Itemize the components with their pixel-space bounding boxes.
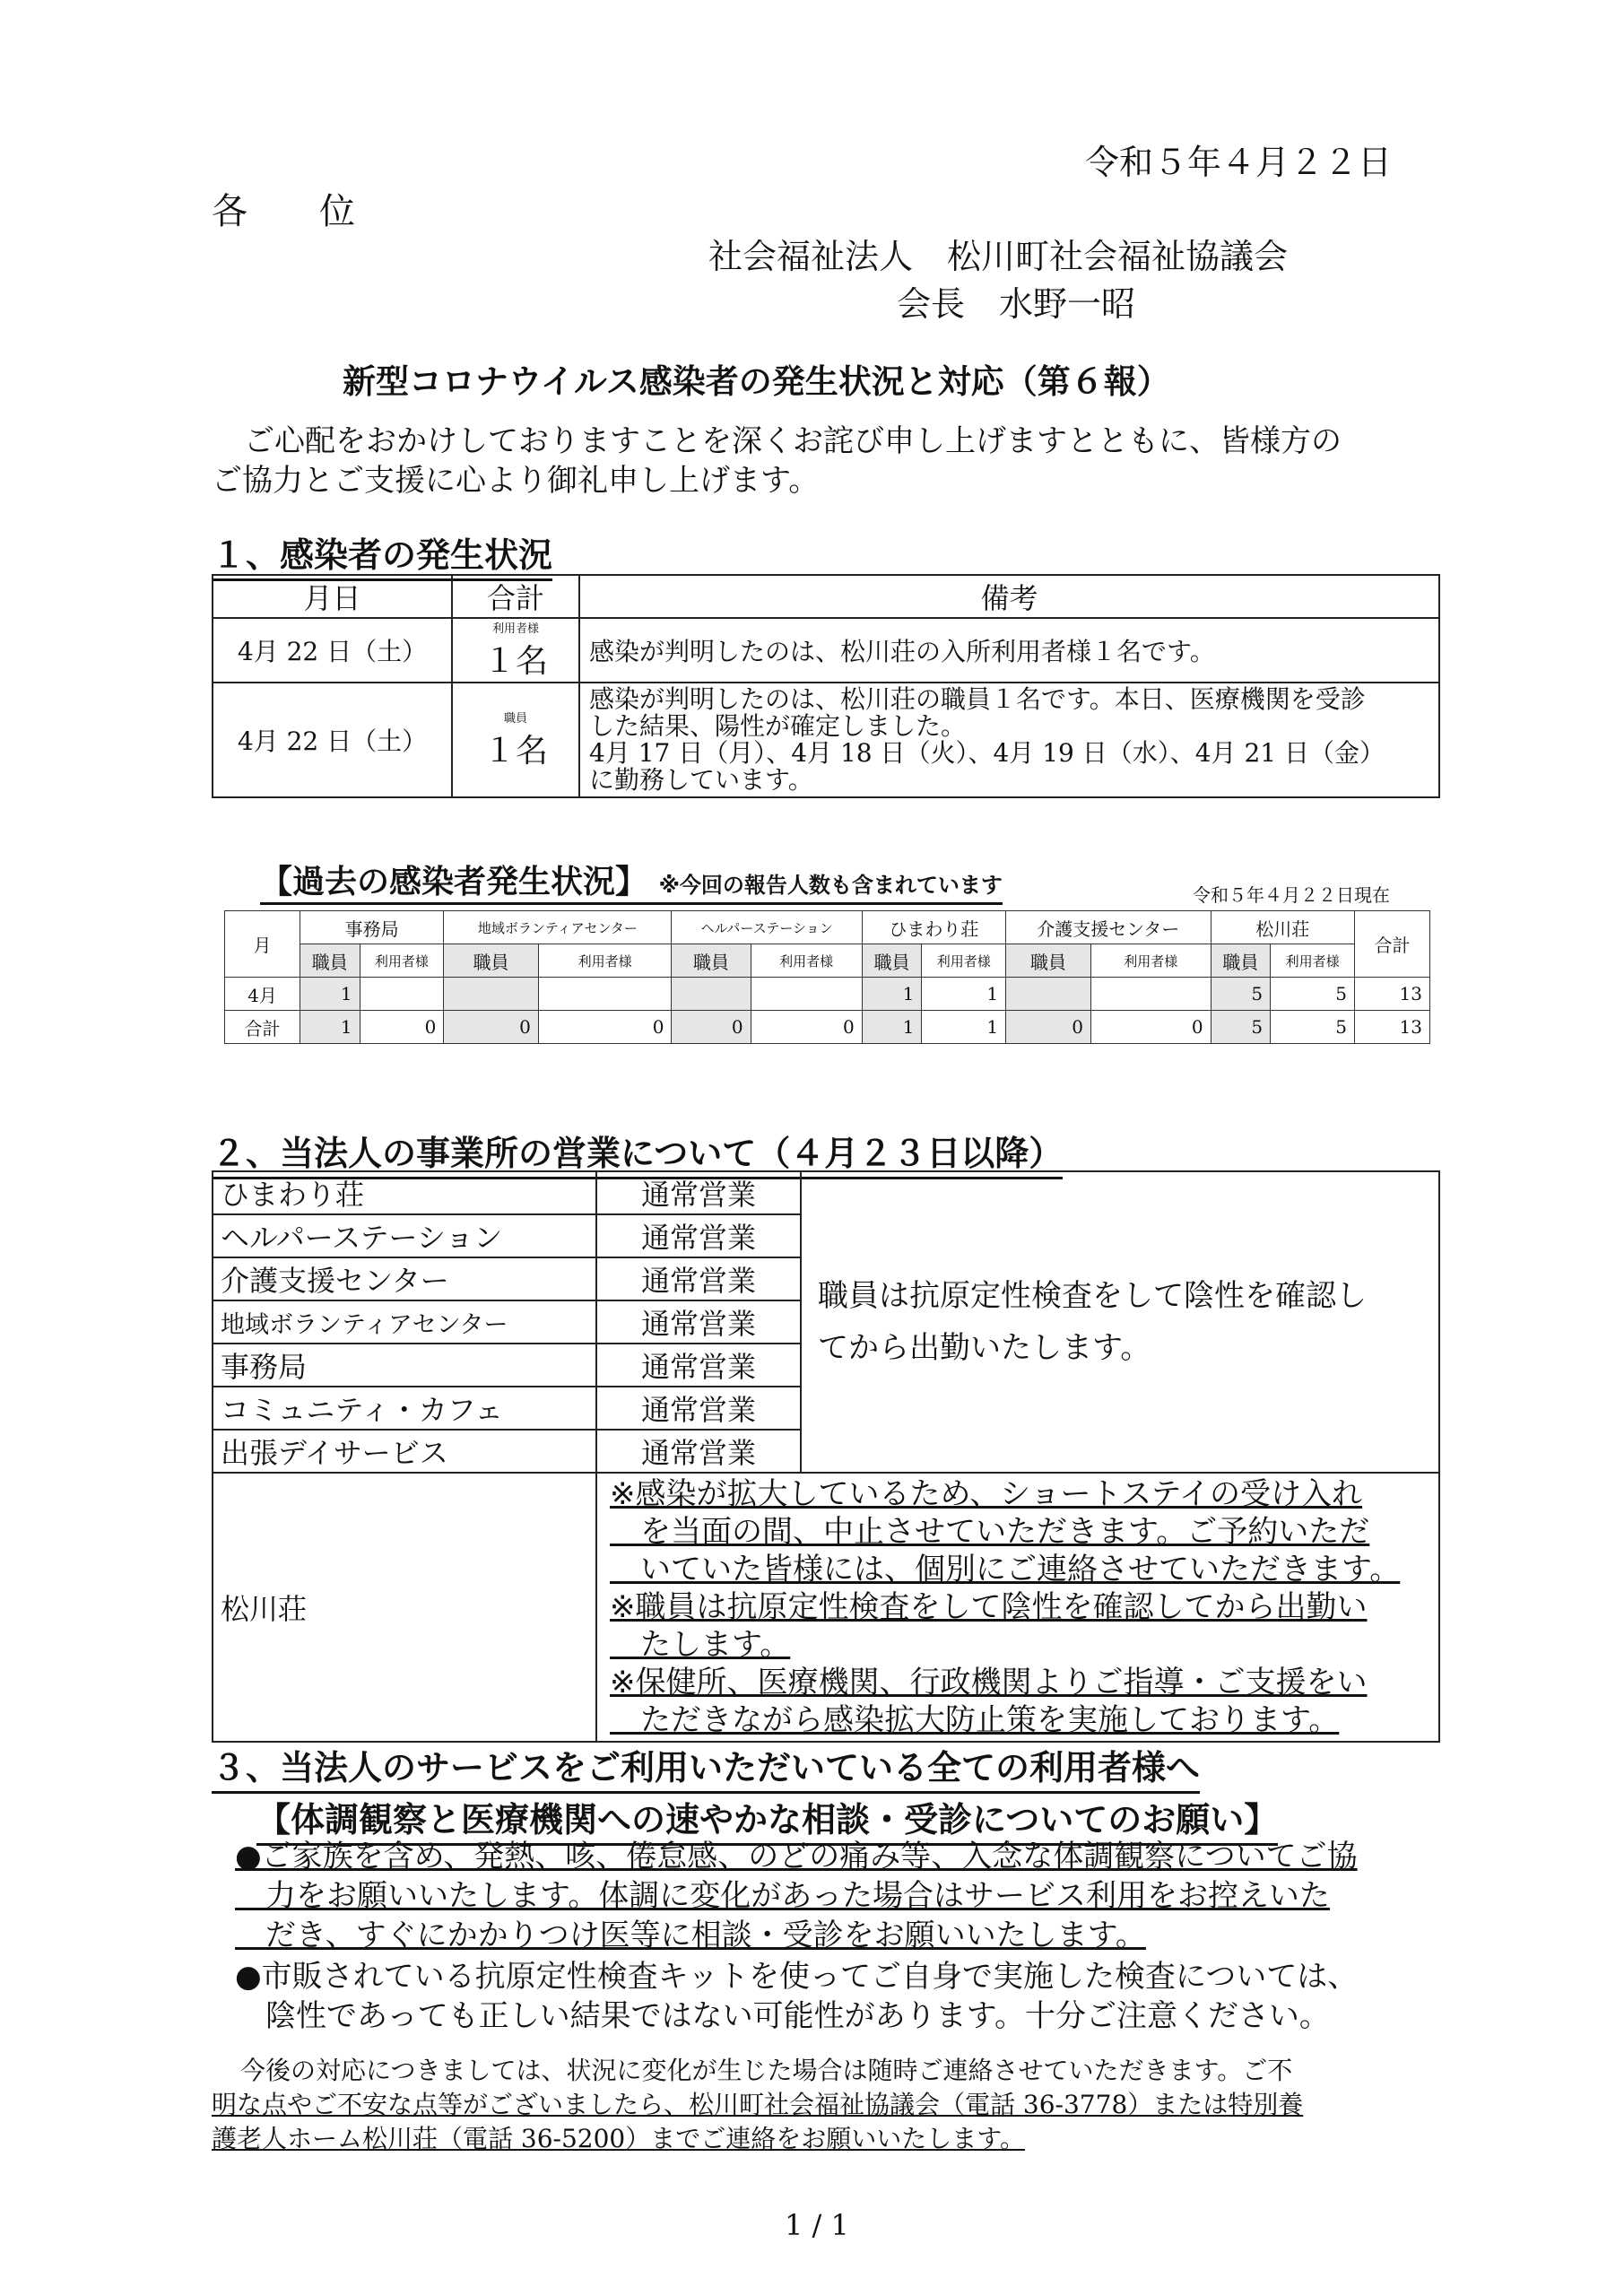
col-date: 月日 bbox=[213, 575, 452, 618]
note-line: 4月 17 日（月）、4月 18 日（火）、4月 19 日（水）、4月 21 日（金） bbox=[589, 738, 1385, 768]
page-number: 1 / 1 bbox=[785, 2208, 849, 2242]
matsukawa-note-line: たします。 bbox=[610, 1627, 791, 1663]
office-common-note bbox=[801, 1171, 1439, 1473]
intro-line-2: ご協力とご支援に心より御礼申し上げます。 bbox=[212, 463, 820, 499]
cell-value bbox=[1090, 978, 1211, 1011]
past-heading-title: 【過去の感染者発生状況】 bbox=[260, 864, 648, 900]
infection-table-header bbox=[213, 575, 1439, 618]
cell-value bbox=[538, 978, 672, 1011]
sub-header-user: 利用者様 bbox=[751, 944, 862, 978]
sub-header-user: 利用者様 bbox=[538, 944, 672, 978]
row-count: １名 bbox=[482, 733, 548, 770]
row-notes: 感染が判明したのは、松川荘の入所利用者様１名です。 bbox=[579, 618, 1439, 683]
sub-header-user: 利用者様 bbox=[1090, 944, 1211, 978]
closing-line: 明な点やご不安な点等がございましたら、松川町社会福祉協議会（電話 36-3778）または特別養 bbox=[212, 2090, 1304, 2119]
cell-value bbox=[672, 978, 751, 1011]
past-table bbox=[224, 910, 1430, 1044]
cell-value: 1 bbox=[922, 1011, 1006, 1044]
office-status: 通常営業 bbox=[596, 1300, 801, 1344]
office-name: コミュニティ・カフェ bbox=[213, 1387, 596, 1430]
office-status: 通常営業 bbox=[596, 1430, 801, 1473]
intro-paragraph bbox=[212, 422, 1431, 500]
section3-subheading: 【体調観察と医療機関への速やかな相談・受診についてのお願い】 bbox=[256, 1792, 1278, 1846]
bullet-2-line: ●市販されている抗原定性検査キットを使ってご自身で実施した検査については、 bbox=[235, 1959, 1359, 1995]
cell-value bbox=[751, 978, 862, 1011]
cell-value: 0 bbox=[672, 1011, 751, 1044]
cell-value: 1 bbox=[300, 978, 360, 1011]
sub-header-staff: 職員 bbox=[1006, 944, 1091, 978]
closing-line: 護老人ホーム松川荘（電話 36-5200）までご連絡をお願いいたします。 bbox=[212, 2124, 1026, 2153]
office-name: 介護支援センター bbox=[213, 1257, 596, 1300]
document-date: 令和５年４月２２日 bbox=[1085, 143, 1393, 182]
cell-value: 5 bbox=[1271, 978, 1355, 1011]
matsukawa-note-line: ※職員は抗原定性検査をして陰性を確認してから出勤い bbox=[610, 1589, 1368, 1625]
note-line: した結果、陽性が確定しました。 bbox=[589, 711, 967, 741]
row-count: １名 bbox=[482, 643, 548, 680]
office-status: 通常営業 bbox=[596, 1387, 801, 1430]
row-date: 4月 22 日（土） bbox=[213, 618, 452, 683]
past-heading bbox=[260, 857, 1003, 905]
cell-value: 1 bbox=[862, 1011, 922, 1044]
section3-heading: ３、当法人のサービスをご利用いただいている全ての利用者様へ bbox=[212, 1740, 1200, 1794]
table-row bbox=[213, 1171, 1439, 1214]
sub-header-staff: 職員 bbox=[672, 944, 751, 978]
matsukawa-note-line: ※保健所、医療機関、行政機関よりご指導・ご支援をい bbox=[610, 1665, 1368, 1700]
total-header: 合計 bbox=[1355, 911, 1430, 978]
closing-paragraph bbox=[212, 2054, 1303, 2156]
group-header: 松川荘 bbox=[1211, 911, 1354, 944]
bullet-2 bbox=[235, 1957, 1358, 2036]
group-header: ひまわり荘 bbox=[862, 911, 1005, 944]
col-notes: 備考 bbox=[579, 575, 1439, 618]
office-status: 通常営業 bbox=[596, 1257, 801, 1300]
office-name: ひまわり荘 bbox=[213, 1171, 596, 1214]
organization-name: 社会福祉法人 松川町社会福祉協議会 bbox=[708, 237, 1289, 276]
cell-value: 0 bbox=[444, 1011, 539, 1044]
row-total bbox=[452, 618, 579, 683]
office-status: 通常営業 bbox=[596, 1344, 801, 1387]
bullet-1-line: ●ご家族を含め、発熱、咳、倦怠感、のどの痛み等、入念な体調観察についてご協 bbox=[235, 1839, 1358, 1874]
office-name: 出張デイサービス bbox=[213, 1430, 596, 1473]
cell-total: 13 bbox=[1355, 978, 1430, 1011]
cell-value: 5 bbox=[1211, 978, 1271, 1011]
row-label: 合計 bbox=[225, 1011, 300, 1044]
sub-header-staff: 職員 bbox=[444, 944, 539, 978]
matsukawa-note-line: ただきながら感染拡大防止策を実施しております。 bbox=[610, 1702, 1340, 1738]
office-table bbox=[212, 1170, 1440, 1743]
cell-value: 5 bbox=[1271, 1011, 1355, 1044]
office-status: 通常営業 bbox=[596, 1214, 801, 1257]
office-name: ヘルパーステーション bbox=[213, 1214, 596, 1257]
cell-value: 1 bbox=[922, 978, 1006, 1011]
sub-header-staff: 職員 bbox=[862, 944, 922, 978]
table-row bbox=[213, 683, 1439, 797]
row-total bbox=[452, 683, 579, 797]
group-header: ヘルパーステーション bbox=[672, 911, 862, 944]
matsukawa-note-line: を当面の間、中止させていただきます。ご予約いただ bbox=[610, 1514, 1370, 1550]
row-date: 4月 22 日（土） bbox=[213, 683, 452, 797]
matsukawa-note-line: いていた皆様には、個別にご連絡させていただきます。 bbox=[610, 1552, 1401, 1587]
office-status: 通常営業 bbox=[596, 1171, 801, 1214]
office-name: 地域ボランティアセンター bbox=[213, 1300, 596, 1344]
bullet-2-line: 陰性であっても正しい結果ではない可能性があります。十分ご注意ください。 bbox=[235, 1998, 1330, 2034]
common-note-line: てから出勤いたします。 bbox=[818, 1330, 1151, 1366]
cell-value: 1 bbox=[300, 1011, 360, 1044]
closing-line: 今後の対応につきましては、状況に変化が生じた場合は随時ご連絡させていただきます。ご不 bbox=[240, 2056, 1293, 2085]
document-title: 新型コロナウイルス感染者の発生状況と対応（第６報） bbox=[343, 362, 1170, 401]
president-name: 会長 水野一昭 bbox=[897, 284, 1136, 324]
table-row bbox=[213, 1473, 1439, 1742]
cell-value: 0 bbox=[1006, 1011, 1091, 1044]
section2-heading: ２、当法人の事業所の営業について（４月２３日以降） bbox=[212, 1126, 1063, 1179]
table-row bbox=[225, 1011, 1430, 1044]
matsukawa-notes bbox=[596, 1473, 1439, 1742]
sub-header-staff: 職員 bbox=[1211, 944, 1271, 978]
cell-value bbox=[360, 978, 444, 1011]
past-heading-note: ※今回の報告人数も含まれています bbox=[658, 873, 1003, 898]
bullet-1 bbox=[235, 1837, 1358, 1955]
cell-value bbox=[1006, 978, 1091, 1011]
intro-line-1: ご心配をおかけしておりますことを深くお詫び申し上げますとともに、皆様方の bbox=[244, 423, 1342, 459]
cell-value: 0 bbox=[1090, 1011, 1211, 1044]
bullet-1-line: 力をお願いいたします。体調に変化があった場合はサービス利用をお控えいた bbox=[235, 1878, 1330, 1914]
cell-value: 0 bbox=[751, 1011, 862, 1044]
table-row bbox=[225, 978, 1430, 1011]
bullet-1-line: だき、すぐにかかりつけ医等に相談・受診をお願いいたします。 bbox=[235, 1918, 1146, 1953]
note-line: 感染が判明したのは、松川荘の職員１名です。本日、医療機関を受診 bbox=[589, 684, 1366, 714]
row-notes bbox=[579, 683, 1439, 797]
office-name: 事務局 bbox=[213, 1344, 596, 1387]
cell-value: 5 bbox=[1211, 1011, 1271, 1044]
past-as-of: 令和５年４月２２日現在 bbox=[1193, 884, 1390, 906]
group-header: 介護支援センター bbox=[1006, 911, 1211, 944]
cell-total: 13 bbox=[1355, 1011, 1430, 1044]
month-header: 月 bbox=[225, 911, 300, 978]
common-note-line: 職員は抗原定性検査をして陰性を確認し bbox=[818, 1278, 1367, 1314]
addressee: 各 位 bbox=[212, 191, 373, 232]
col-total: 合計 bbox=[452, 575, 579, 618]
row-type: 利用者様 bbox=[491, 622, 539, 636]
group-header: 事務局 bbox=[300, 911, 444, 944]
matsukawa-note-line: ※感染が拡大しているため、ショートステイの受け入れ bbox=[610, 1476, 1363, 1512]
section1-heading: １、感染者の発生状況 bbox=[212, 527, 552, 581]
note-line: に勤務しています。 bbox=[589, 765, 813, 795]
cell-value bbox=[444, 978, 539, 1011]
table-row bbox=[213, 618, 1439, 683]
infection-table bbox=[212, 574, 1440, 798]
group-header: 地域ボランティアセンター bbox=[444, 911, 672, 944]
sub-header-user: 利用者様 bbox=[1271, 944, 1355, 978]
row-label: 4月 bbox=[225, 978, 300, 1011]
cell-value: 1 bbox=[862, 978, 922, 1011]
sub-header-user: 利用者様 bbox=[922, 944, 1006, 978]
cell-value: 0 bbox=[360, 1011, 444, 1044]
sub-header-staff: 職員 bbox=[300, 944, 360, 978]
office-name-matsukawa: 松川荘 bbox=[213, 1473, 596, 1742]
cell-value: 0 bbox=[538, 1011, 672, 1044]
sub-header-user: 利用者様 bbox=[360, 944, 444, 978]
row-type: 職員 bbox=[503, 712, 527, 726]
